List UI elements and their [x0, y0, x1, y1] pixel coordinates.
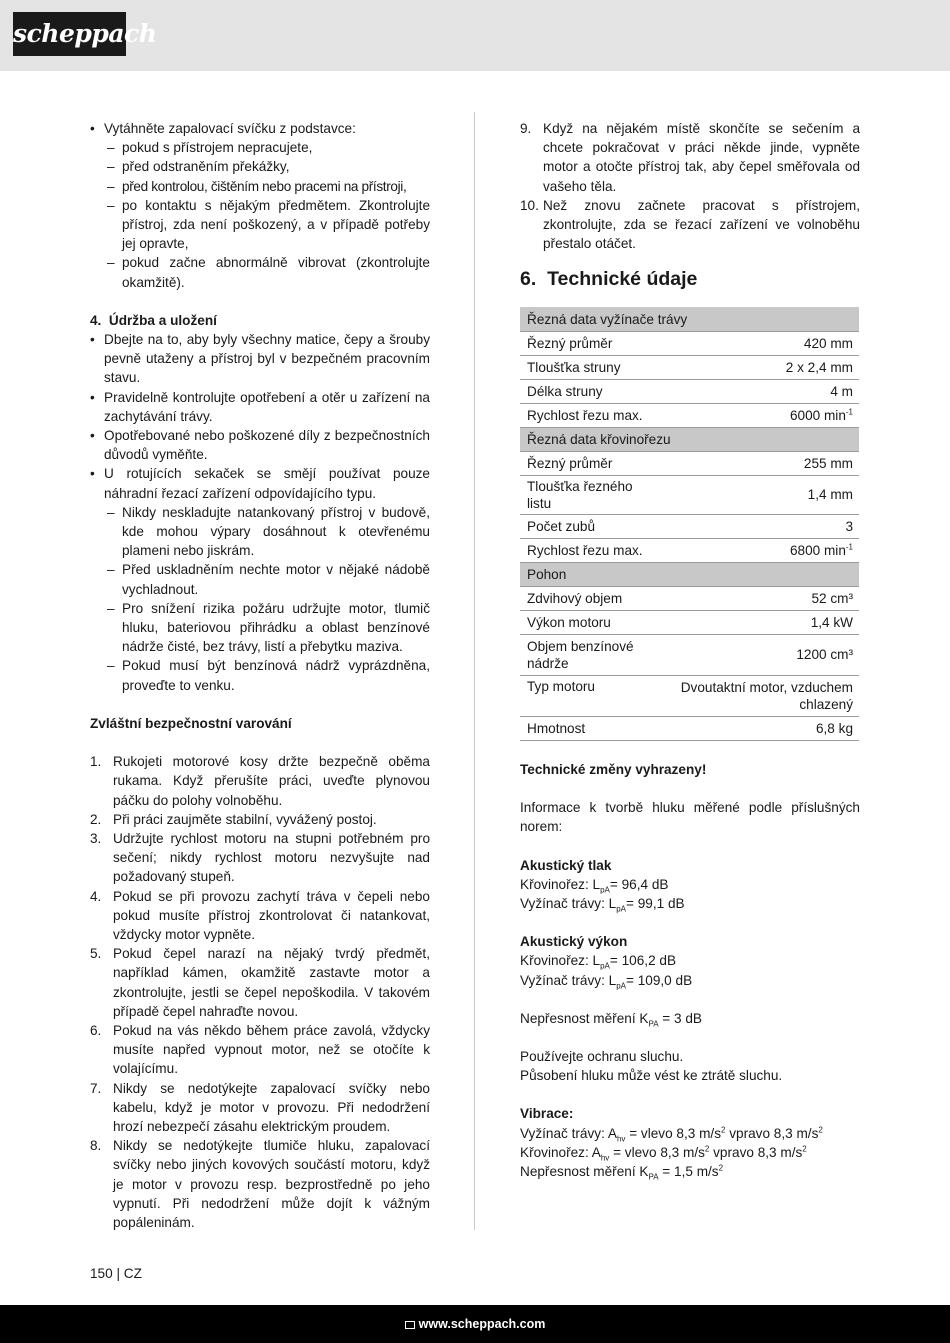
noise-info: Informace k tvorbě hluku měřené podle příslušných norem: — [520, 800, 860, 835]
table-row: Řezný průměr 255 mm — [520, 451, 859, 475]
table-row: Zdvihový objem 52 cm³ — [520, 586, 859, 610]
table-section-row: Pohon — [520, 562, 859, 586]
website-link[interactable]: www.scheppach.com — [418, 1317, 546, 1331]
column-divider — [474, 112, 475, 1230]
right-column — [520, 119, 860, 1181]
maintenance-bullet: • Dbejte na to, aby byly všechny matice, čepy a šrouby pevně utaženy a přístroj byl v bezpečném pracovním stavu. — [90, 330, 430, 388]
table-row: Řezný průměr 420 mm — [520, 331, 859, 355]
warning-item: 7. Nikdy se nedotýkejte zapalovací svíčky nebo kabelu, když je motor v provozu. Při nedodržení hrozí nebezpečí zásahu elektrickým proudem. — [90, 1080, 430, 1134]
warning-item: 3. Udržujte rychlost motoru na stupni potřebném pro sečení; nikdy rychlost motoru nezvyšujte nad požadovaný stupeň. — [90, 830, 430, 885]
table-row: Tloušťka struny 2 x 2,4 mm — [520, 355, 859, 379]
hearing-loss-note: Působení hluku může vést ke ztrátě sluchu. — [520, 1068, 783, 1084]
warning-item: 1. Rukojeti motorové kosy držte bezpečně oběma rukama. Když přerušíte práci, uveďte plynovou páčku do polohy volnoběhu. — [90, 754, 430, 808]
section-title-technical-data: 6. Technické údaje — [520, 268, 698, 291]
table-row: Hmotnost 6,8 kg — [520, 716, 859, 740]
technical-changes-note: Technické změny vyhrazeny! — [520, 761, 707, 777]
maintenance-bullet: • Opotřebované nebo poškozené díly z bezpečnostních důvodů vyměňte. — [90, 426, 430, 464]
warning-item: 4. Pokud se při provozu zachytí tráva v čepeli nebo pokud musíte přístroj zkontrolovat či natankovat, vždycky motor vypněte. — [90, 888, 430, 942]
technical-data-table — [520, 307, 859, 741]
table-row: Tloušťka řezného listu 1,4 mm — [520, 475, 859, 514]
left-column — [90, 119, 430, 1232]
table-row: Rychlost řezu max. 6800 $\min^{-1}$ — [520, 538, 859, 562]
scheppach-logo: scheppach — [13, 12, 126, 56]
warning-item: 8. Nikdy se nedotýkejte tlumiče hluku, zapalovací svíčky nebo jiných kovových součástí motoru, když je motor v provozu resp. bezprostředně po jeho vypnutí. Při nedodržení může dojít k vážným popáleninám. — [90, 1138, 430, 1230]
table-row: Výkon motoru 1,4 kW — [520, 610, 859, 634]
monitor-icon — [405, 1321, 415, 1329]
intro-item: – před odstraněním překážky, — [90, 157, 430, 176]
intro-item: – pokud s přístrojem nepracujete, — [90, 138, 430, 157]
page-number: 150 | CZ — [90, 1266, 142, 1281]
vibration-line: Nepřesnost měření $K_{PA} = 1,5$ $m/s^2$ — [520, 1163, 724, 1182]
sound-power-title: Akustický výkon — [520, 934, 628, 950]
intro-item: – před kontrolou, čištěním nebo pracemi na přístroji, — [90, 177, 430, 196]
maintenance-title: 4. Údržba a uložení — [90, 312, 217, 328]
sound-pressure-line: Vyžínač trávy: $L_{pA}= 99,1$ dB — [520, 895, 685, 914]
intro-bullet: • Vytáhněte zapalovací svíčku z podstavce: — [90, 119, 430, 138]
hearing-protection-note: Používejte ochranu sluchu. — [520, 1048, 684, 1064]
warning-item: 10. Než znovu začnete pracovat s přístrojem, zkontrolujte, zda se řezací zařízení ve volnoběhu přestalo otáčet. — [520, 197, 860, 252]
vibration-title: Vibrace: — [520, 1106, 574, 1122]
table-section-row: Řezná data křovinořezu — [520, 427, 859, 451]
warning-item: 5. Pokud čepel narazí na nějaký tvrdý předmět, například kámen, okamžitě zastavte motor a zkontrolujte, jestli se čepel nepoškodila. V takovém případě čepel nahraďte novou. — [90, 946, 430, 1019]
table-row: Rychlost řezu max. 6000 $\min^{-1}$ — [520, 403, 859, 427]
sound-pressure-title: Akustický tlak — [520, 857, 612, 873]
sound-power-line: Vyžínač trávy: $L_{pA}= 109,0$ dB — [520, 972, 693, 991]
maintenance-bullet: • Pravidelně kontrolujte opotřebení a otěr u zařízení na zachytávání trávy. — [90, 388, 430, 426]
maintenance-item: – Pro snížení rizika požáru udržujte motor, tlumič hluku, bateriovou přihrádku a oblast benzínové nádrže čisté, bez trávy, listí a přebytku maziva. — [90, 599, 430, 657]
table-row: Délka struny 4 m — [520, 379, 859, 403]
maintenance-bullet: • U rotujících sekaček se smějí používat pouze náhradní řezací zařízení odpovídajícího typu. — [90, 464, 430, 502]
measurement-uncertainty: Nepřesnost měření $K_{PA} = 3$ dB — [520, 1010, 702, 1029]
vibration-line: Vyžínač trávy: $A_{hv}$ = vlevo 8,3 $m/s^2$ vpravo 8,3 $m/s^2$ — [520, 1125, 823, 1144]
page-footer — [0, 1305, 950, 1343]
table-row: Objem benzínové nádrže 1200 cm³ — [520, 634, 859, 675]
vibration-line: Křovinořez: $A_{hv}$ = vlevo 8,3 $m/s^2$ vpravo 8,3 $m/s^2$ — [520, 1144, 807, 1163]
sound-power-line: Křovinořez: $L_{pA}= 106,2$ dB — [520, 953, 677, 972]
table-section-row: Řezná data vyžínače trávy — [520, 307, 859, 331]
sound-pressure-line: Křovinořez: $L_{pA}= 96,4$ dB — [520, 876, 669, 895]
warning-item: 2. Při práci zaujměte stabilní, vyvážený postoj. — [90, 811, 377, 827]
maintenance-item: – Před uskladněním nechte motor v nějaké nádobě vychladnout. — [90, 560, 430, 598]
warning-item: 9. Když na nějakém místě skončíte se sečením a chcete pokračovat v práci někde jinde, vypněte motor a otočte přístroj tak, aby čepel směřovala od vašeho těla. — [520, 121, 860, 194]
maintenance-item: – Nikdy neskladujte natankovaný přístroj v budově, kde mohou výpary dosáhnout k otevřenému plameni nebo jiskrám. — [90, 503, 430, 561]
intro-item: – po kontaktu s nějakým předmětem. Zkontrolujte přístroj, zda není poškozený, a v případě potřeby jej opravte, — [90, 196, 430, 254]
intro-item: – pokud začne abnormálně vibrovat (zkontrolujte okamžitě). — [90, 253, 430, 291]
maintenance-item: – Pokud musí být benzínová nádrž vyprázdněna, proveďte to venku. — [90, 656, 430, 694]
table-row: Počet zubů 3 — [520, 514, 859, 538]
table-row: Typ motoru Dvoutaktní motor, vzduchem chlazený — [520, 675, 859, 716]
warning-item: 6. Pokud na vás někdo během práce zavolá, vždycky musíte napřed vypnout motor, než se otočíte k volajícímu. — [90, 1022, 430, 1077]
page-header — [0, 0, 950, 71]
special-warnings-title: Zvláštní bezpečnostní varování — [90, 715, 292, 731]
